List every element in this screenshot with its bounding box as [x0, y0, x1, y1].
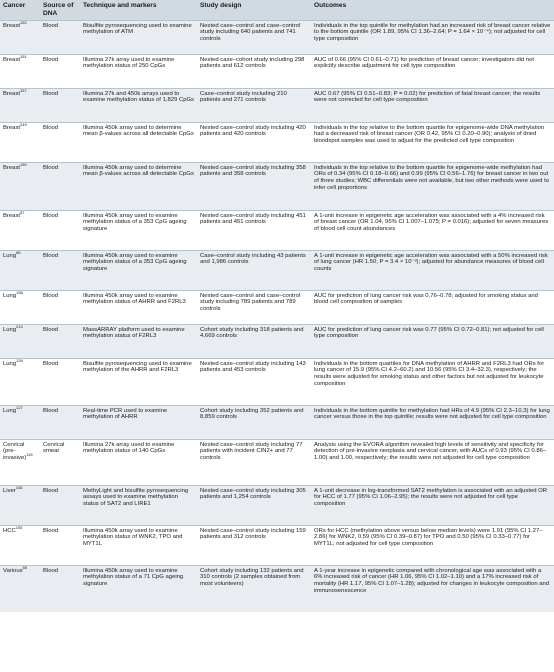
cell-study-design: Case–control study including 210 patients and 271 controls: [197, 88, 311, 122]
reference-number: 152: [20, 20, 27, 25]
cell-source: Blood: [40, 485, 80, 525]
cancer-name: Lung: [3, 252, 17, 259]
reference-number: 158: [16, 290, 23, 295]
cell-cancer: [0, 290, 40, 324]
table-row: [0, 88, 554, 122]
table-row: [0, 324, 554, 358]
cell-cancer: [0, 250, 40, 290]
cell-source: Blood: [40, 358, 80, 405]
cell-outcomes: A 1-unit increase in epigenetic age acceleration was associated with a 4% increased risk of breast cancer (OR 1.04, 95% CI 1.007–1.075; P = 0.016); adjusted for seven measures of blood cell count abundances: [311, 210, 554, 250]
reference-number: 214: [16, 324, 23, 329]
cell-study-design: Cohort study including 132 patients and 310 controls (2 samples obtained from most volunteers): [197, 565, 311, 612]
cancer-name: Lung: [3, 360, 17, 367]
cell-cancer: [0, 525, 40, 565]
cell-technique: Illumina 450k array used to examine methylation status of WNK2, TPO and MYT1L: [80, 525, 197, 565]
cell-technique: Illumina 27k array used to examine methylation status of 140 CpGs: [80, 439, 197, 485]
reference-number: 85: [22, 565, 27, 570]
reference-number: 249: [20, 122, 27, 127]
cell-study-design: Nested case–control study including 143 patients and 453 controls: [197, 358, 311, 405]
cell-cancer: [0, 324, 40, 358]
cell-source: Blood: [40, 122, 80, 162]
cell-outcomes: AUC for prediction of lung cancer risk was 0.77 (95% CI 0.72–0.81); not adjusted for cell type composition: [311, 324, 554, 358]
cell-source: Cervical smear: [40, 439, 80, 485]
cell-study-design: Case–control study including 43 patients and 1,986 controls: [197, 250, 311, 290]
cancer-name: Lung: [3, 326, 17, 333]
header-source: Source of DNA: [40, 0, 80, 20]
cell-cancer: [0, 88, 40, 122]
cancer-name: Breast: [3, 124, 21, 131]
reference-number: 155: [15, 525, 23, 530]
table-body: [0, 20, 554, 612]
cancer-name: Breast: [3, 164, 21, 171]
reference-number: 118: [26, 452, 33, 458]
cell-cancer: [0, 439, 40, 485]
cell-outcomes: A 1-unit decrease in log-transformed SAT2 methylation is associated with an adjusted OR for HCC of 1.77 (95% CI 1.06–2.95); the results were not adjusted for cell type composition: [311, 485, 554, 525]
cell-technique: Illumina 450k array used to determine mean β-values across all detectable CpGs: [80, 162, 197, 210]
cell-outcomes: Individuals in the top relative to the bottom quartile for epigenome-wide DNA methylation had a decreased risk of breast cancer (OR 0.42, 95% CI 0.20–0.90); analysis of dried bloodspot samples was used to adjust for the predicted cell type composition: [311, 122, 554, 162]
reference-number: 150: [20, 162, 27, 167]
cell-cancer: [0, 405, 40, 439]
reference-number: 151: [20, 54, 27, 59]
cancer-name: Breast: [3, 90, 21, 97]
header-cancer: Cancer: [0, 0, 40, 20]
cell-study-design: Nested case–control study including 420 patients and 420 controls: [197, 122, 311, 162]
cancer-name: Liver: [3, 487, 16, 494]
cell-technique: Illumina 450k array used to examine methylation status of a 71 CpG ageing signature: [80, 565, 197, 612]
cell-study-design: Nested case–control and case–control study including 789 patients and 789 controls: [197, 290, 311, 324]
cancer-name: Lung: [3, 292, 17, 299]
cell-outcomes: Analysis using the EVORA algorithm revealed high levels of sensitivity and specificity for detection of pre-invasive neoplasia and cervical cancer, with AUCs of 0.93 (95% CI 0.86–1.00) and 1.00, respectively; the results were not adjusted for cell type composition: [311, 439, 554, 485]
cell-technique: Illumina 27k array used to examine methylation status of 250 CpGs: [80, 54, 197, 88]
cell-cancer: [0, 210, 40, 250]
cell-source: Blood: [40, 210, 80, 250]
cell-cancer: [0, 565, 40, 612]
cell-technique: MethyLight and bisulfite pyrosequencing assays used to examine methylation status of SAT2 and LIRE1: [80, 485, 197, 525]
cell-outcomes: Individuals in the bottom quartiles for DNA methylation of AHRR and F2RL3 had ORs for lung cancer of 15.9 (95% CI 4.2–60.2) and 10.56 (95% CI 3.4–32.3), respectively; the results were adjusted for smoking status and other factors but not adjusted for leukocyte composition: [311, 358, 554, 405]
reference-number: 156: [15, 485, 23, 490]
table-row: [0, 565, 554, 612]
table-row: [0, 162, 554, 210]
cell-outcomes: A 1-year increase in epigenetic compared with chronological age was associated with a 6% increased risk of cancer (HR 1.06, 95% CI 1.02–1.10) and a 17% increased risk of mortality (HR 1.17, 95% CI 1.07–1.28); adjusted for changes in leukocyte composition and immunosenescence: [311, 565, 554, 612]
header-technique: Technique and markers: [80, 0, 197, 20]
cell-cancer: [0, 162, 40, 210]
cell-study-design: Nested case–control study including 159 patients and 312 controls: [197, 525, 311, 565]
cancer-name: Breast: [3, 212, 21, 219]
cell-cancer: [0, 20, 40, 54]
table-row: [0, 250, 554, 290]
reference-number: 127: [16, 405, 23, 410]
cell-cancer: [0, 122, 40, 162]
cell-source: Blood: [40, 88, 80, 122]
cell-source: Blood: [40, 405, 80, 439]
cell-source: Blood: [40, 54, 80, 88]
cell-study-design: Nested case–control study including 77 patients with incident CIN2+ and 77 controls: [197, 439, 311, 485]
cell-source: Blood: [40, 250, 80, 290]
cancer-name: Breast: [3, 56, 21, 63]
table-row: [0, 290, 554, 324]
cell-source: Blood: [40, 20, 80, 54]
cell-technique: Bisulfite pyrosequencing used to examine methylation of ATM: [80, 20, 197, 54]
cancer-name: Cervical (pre-invasive): [3, 441, 27, 462]
table-row: [0, 525, 554, 565]
cell-study-design: Nested case–control study including 358 patients and 358 controls: [197, 162, 311, 210]
cell-technique: Illumina 27k and 450k arrays used to examine methylation status of 1,829 CpGs: [80, 88, 197, 122]
cell-source: Blood: [40, 162, 80, 210]
cell-study-design: Nested case–control study including 305 patients and 1,254 controls: [197, 485, 311, 525]
cell-source: Blood: [40, 565, 80, 612]
cell-cancer: [0, 54, 40, 88]
cell-outcomes: AUC 0.67 (95% CI 0.51–0.83; P = 0.02) for prediction of fatal breast cancer; the results were not corrected for cell type composition: [311, 88, 554, 122]
cell-study-design: Cohort study including 318 patients and 4,669 controls: [197, 324, 311, 358]
table-row: [0, 358, 554, 405]
cell-technique: MassARRAY platform used to examine methylation status of F2RL3: [80, 324, 197, 358]
cell-technique: Bisulfite pyrosequencing used to examine methylation of the AHRR and F2RL3: [80, 358, 197, 405]
cell-source: Blood: [40, 324, 80, 358]
cell-technique: Illumina 450k array used to examine methylation status of AHRR and F2RL3: [80, 290, 197, 324]
cancer-name: HCC: [3, 527, 16, 534]
cell-outcomes: A 1-unit increase in epigenetic age acceleration was associated with a 50% increased risk of lung cancer (HR 1.50; P = 3.4 × 10⁻³); adjusted for abundance measures of blood cell counts: [311, 250, 554, 290]
cell-outcomes: Individuals in the top quintile for methylation had an increased risk of breast cancer relative to the bottom quintile (OR 1.89, 95% CI 1.36–2.64; P = 1.64 × 10⁻⁴); not adjusted for cell type composition: [311, 20, 554, 54]
table-header-row: [0, 0, 554, 20]
cell-cancer: [0, 358, 40, 405]
cell-cancer: [0, 485, 40, 525]
cancer-name: Lung: [3, 407, 17, 414]
table-row: [0, 439, 554, 485]
reference-number: 86: [16, 250, 21, 255]
cancer-name: Breast: [3, 22, 21, 29]
cell-outcomes: Individuals in the bottom quintile for methylation had HRs of 4.9 (95% CI 2.3–10.3) for lung cancer versus those in the top quintile; results were not adjusted for cell type composition: [311, 405, 554, 439]
table-row: [0, 210, 554, 250]
cell-technique: Illumina 450k array used to examine methylation status of a 353 CpG ageing signature: [80, 210, 197, 250]
header-outcomes: Outcomes: [311, 0, 554, 20]
table-row: [0, 122, 554, 162]
cell-outcomes: AUC for prediction of lung cancer risk was 0.76–0.78; adjusted for smoking status and blood cell composition of samples: [311, 290, 554, 324]
cell-outcomes: AUC of 0.66 (95% CI 0.61–0.71) for prediction of breast cancer; investigators did not explicitly describe adjustment for cell type composition: [311, 54, 554, 88]
table-row: [0, 54, 554, 88]
cell-technique: Illumina 450k array used to determine mean β-values across all detectable CpGs: [80, 122, 197, 162]
table-row: [0, 485, 554, 525]
cell-technique: Real-time PCR used to examine methylation of AHRR: [80, 405, 197, 439]
cell-study-design: Nested case–control study including 451 patients and 451 controls: [197, 210, 311, 250]
cell-study-design: Nested case–cohort study including 298 patients and 612 controls: [197, 54, 311, 88]
cell-outcomes: Individuals in the top relative to the bottom quartile for epigenome-wide methylation had ORs of 0.34 (95% CI 0.18–0.66) and 0.99 (95% CI 0.56–1.76) for breast cancer in two out of three studies; WBC differentials were not available, but two other methods were used to infer cell proportions: [311, 162, 554, 210]
reference-number: 157: [20, 88, 27, 93]
cell-source: Blood: [40, 525, 80, 565]
header-study-design: Study design: [197, 0, 311, 20]
cell-technique: Illumina 450k array used to examine methylation status of a 353 CpG ageing signature: [80, 250, 197, 290]
cell-source: Blood: [40, 290, 80, 324]
table-row: [0, 20, 554, 54]
cancer-name: Various: [3, 567, 23, 574]
cell-study-design: Cohort study including 352 patients and 8,859 controls: [197, 405, 311, 439]
cell-outcomes: ORs for HCC (methylation above versus below median levels) were 1.91 (95% CI 1.27–2.86) for WNK2, 0.59 (95% CI 0.39–0.87) for TPO and 0.50 (95% CI 0.33–0.77) for MYT1L; not adjusted for cell type composition: [311, 525, 554, 565]
table-row: [0, 405, 554, 439]
reference-number: 126: [16, 358, 23, 363]
cell-study-design: Nested case–control and case–control study including 640 patients and 741 controls: [197, 20, 311, 54]
reference-number: 87: [20, 210, 25, 215]
